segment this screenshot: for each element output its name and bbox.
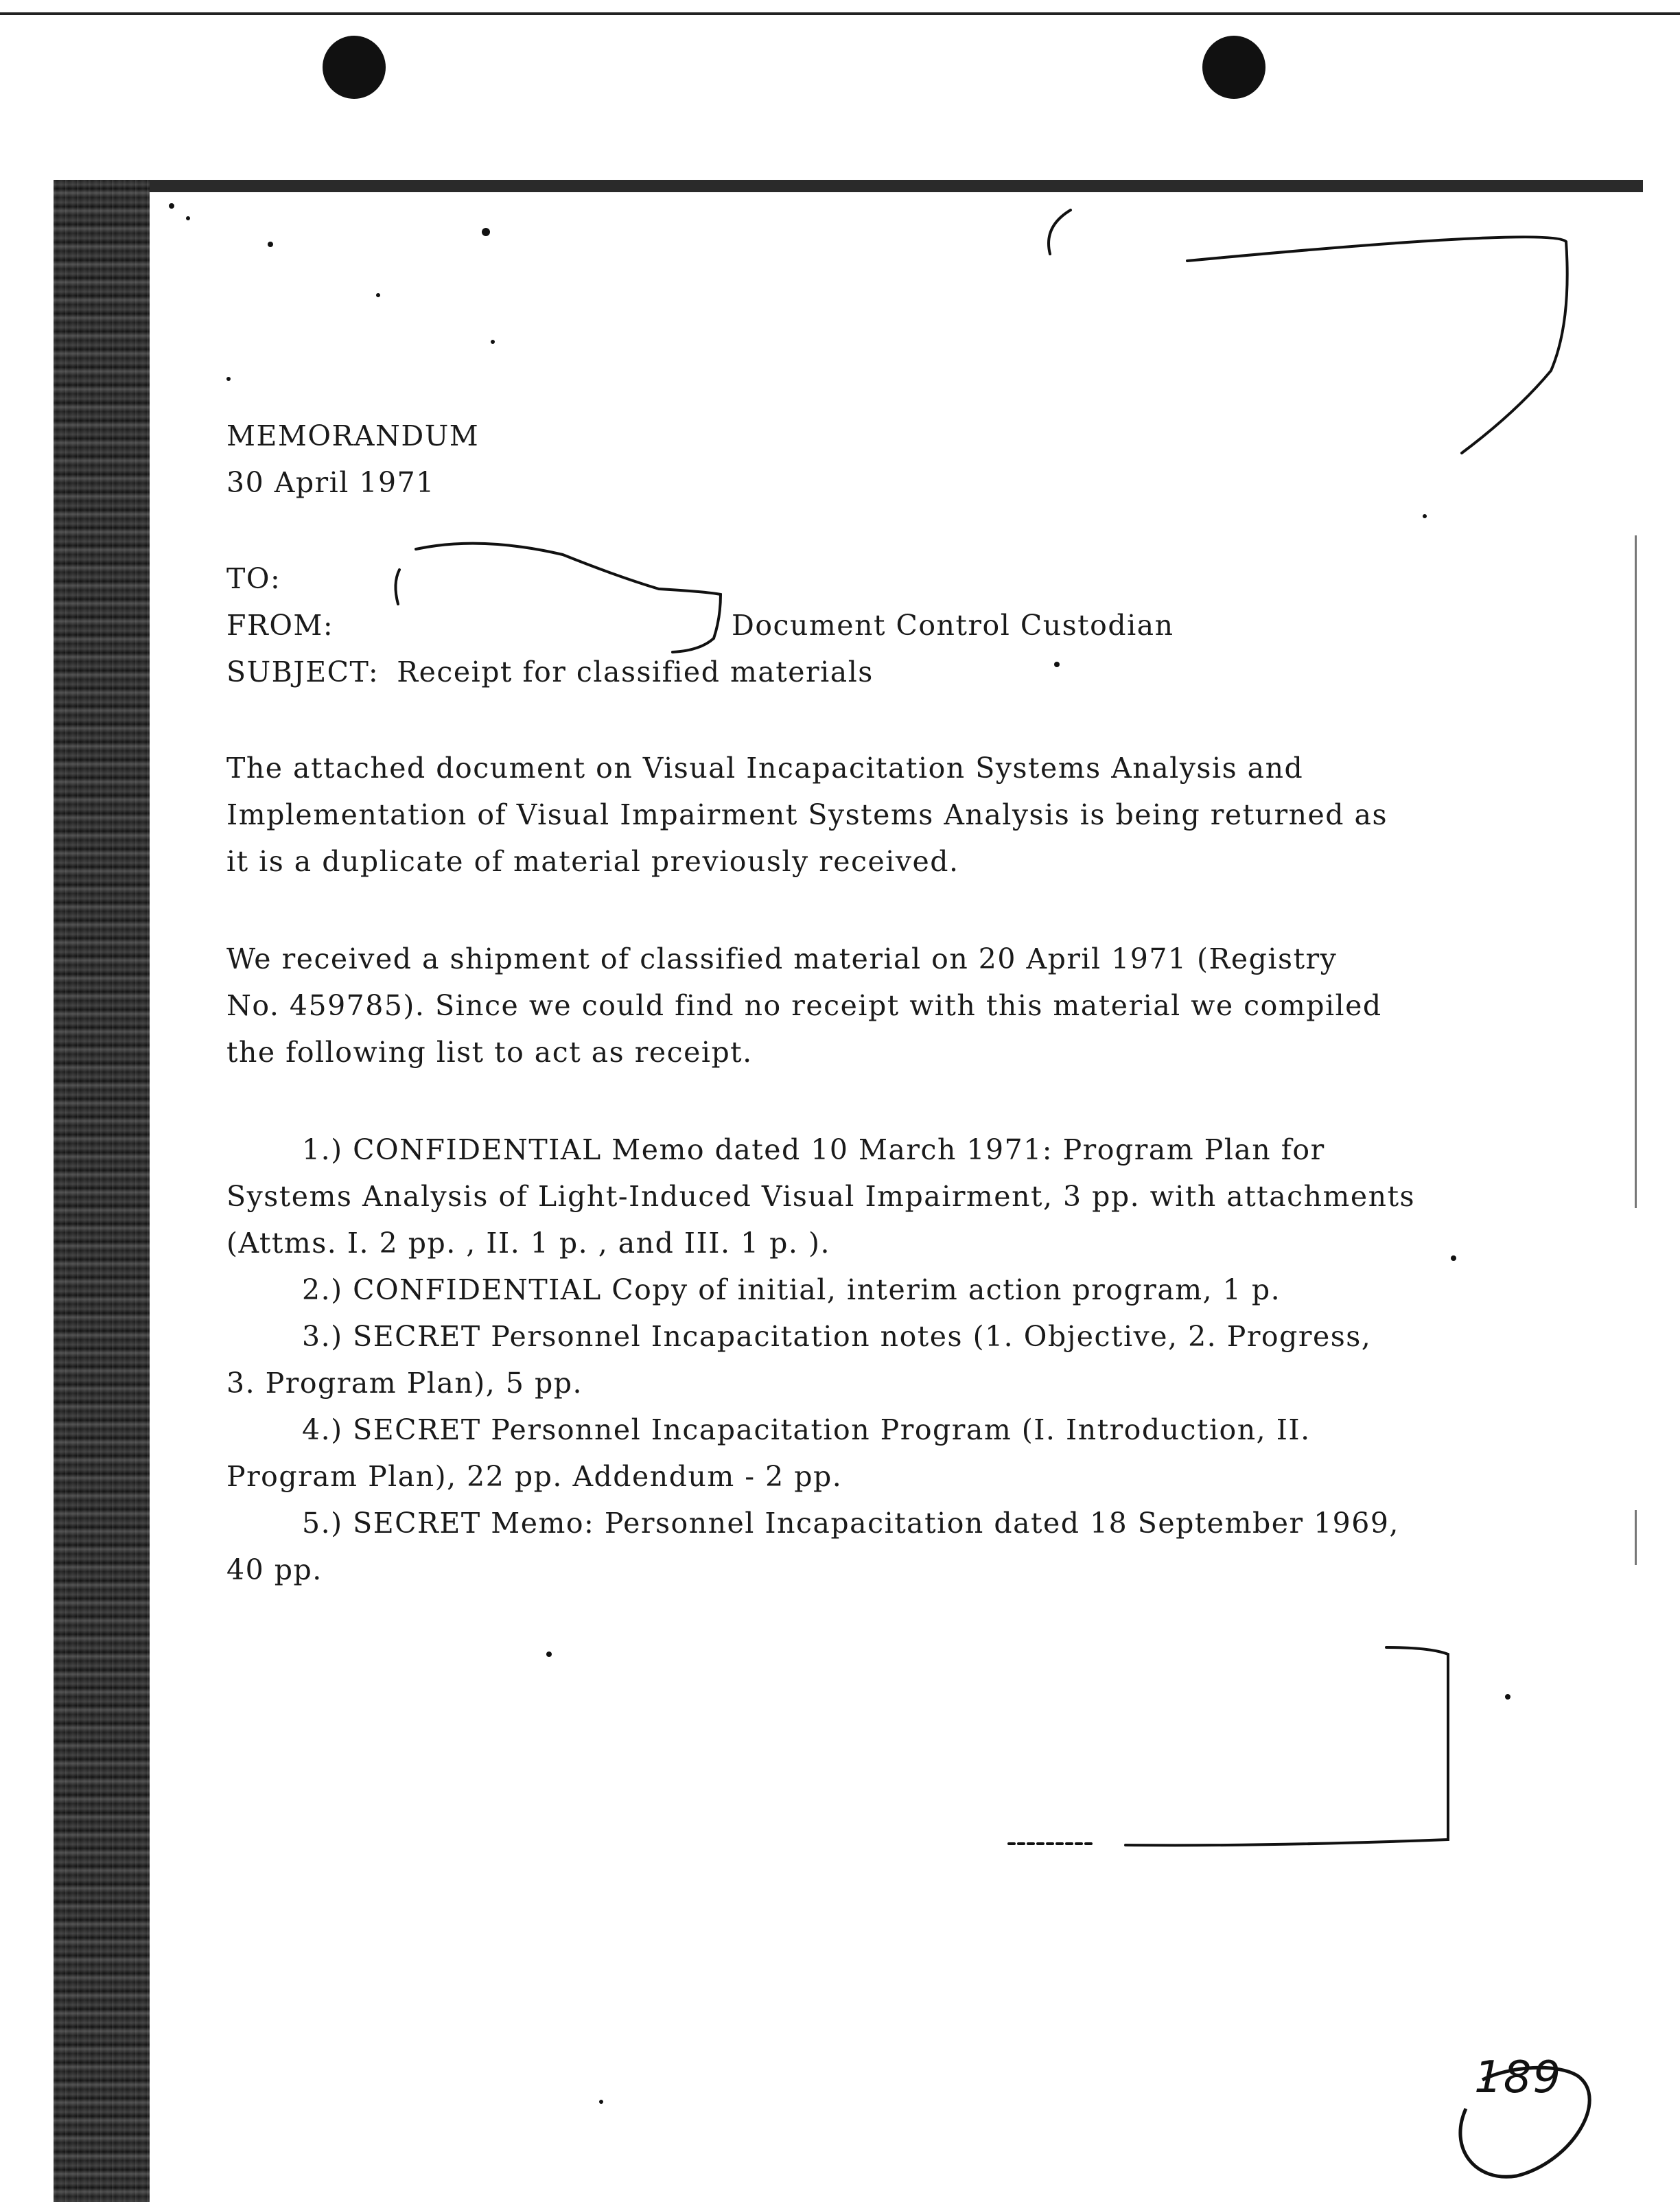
list-item-5: 5.) SECRET Memo: Personnel Incapacitation dated 18 September 1969,: [302, 1507, 1399, 1540]
list-item-4-continued: Program Plan), 22 pp. Addendum - 2 pp.: [226, 1460, 843, 1493]
memo-heading: MEMORANDUM: [226, 419, 480, 452]
to-line: [226, 561, 281, 596]
list-item-4: 4.) SECRET Personnel Incapacitation Program (I. Introduction, II.: [302, 1413, 1311, 1446]
list-item-1: 1.) CONFIDENTIAL Memo dated 10 March 1971: Program Plan for: [302, 1133, 1325, 1166]
top-parenthesis-mark: [1049, 210, 1071, 254]
memo-date: 30 April 1971: [226, 466, 435, 499]
list-item-2: 2.) CONFIDENTIAL Copy of initial, interim action program, 1 p.: [302, 1273, 1281, 1306]
list-item-5-continued: 40 pp.: [226, 1553, 323, 1586]
list-item-1-continued: (Attms. I. 2 pp. , II. 1 p. , and III. 1 p. ).: [226, 1227, 831, 1260]
paragraph1-line: it is a duplicate of material previously received.: [226, 845, 959, 878]
page-number: 189: [1474, 2052, 1563, 2103]
top-right-bracket: [1187, 237, 1567, 453]
subject-value: Receipt for classified materials: [397, 656, 874, 688]
subject-label: SUBJECT:: [226, 656, 380, 688]
paragraph2-line: No. 459785). Since we could find no receipt with this material we compiled: [226, 989, 1382, 1022]
to-redaction-line: [416, 544, 721, 638]
paragraph1-line: The attached document on Visual Incapacitation Systems Analysis and: [226, 752, 1304, 785]
list-item-3-continued: 3. Program Plan), 5 pp.: [226, 1367, 583, 1400]
list-item-3: 3.) SECRET Personnel Incapacitation notes (1. Objective, 2. Progress,: [302, 1320, 1372, 1353]
paragraph2-line: We received a shipment of classified material on 20 April 1971 (Registry: [226, 942, 1338, 975]
to-label: TO:: [226, 562, 281, 595]
lower-right-bracket: [1125, 1647, 1448, 1845]
paragraph1-line: Implementation of Visual Impairment Systems Analysis is being returned as: [226, 798, 1388, 831]
list-item-1-continued: Systems Analysis of Light-Induced Visual Impairment, 3 pp. with attachments: [226, 1180, 1416, 1213]
from-label: FROM:: [226, 609, 334, 642]
to-bracket-left: [395, 570, 399, 604]
from-value: Document Control Custodian: [732, 609, 1174, 642]
from-redaction-hook: [673, 638, 714, 652]
subject-line: [226, 655, 874, 689]
paragraph2-line: the following list to act as receipt.: [226, 1036, 753, 1069]
from-line: [226, 608, 1174, 642]
